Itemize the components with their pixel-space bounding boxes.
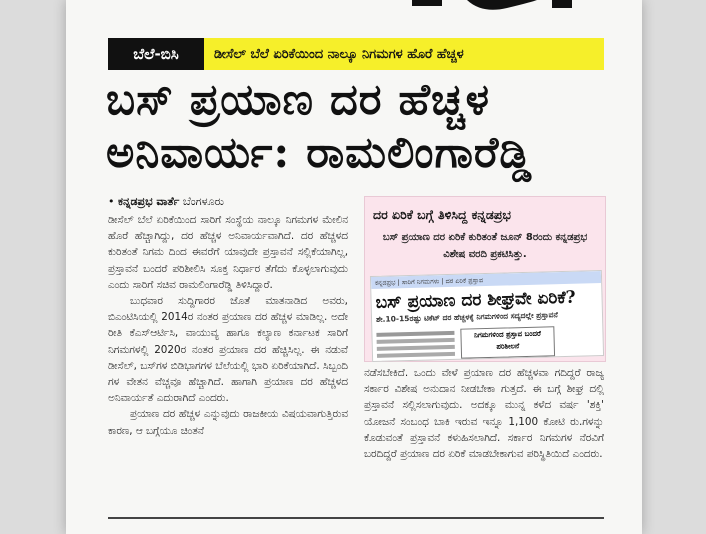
- byline-place: ಬೆಂಗಳೂರು: [182, 195, 224, 208]
- newspaper-clipping: [370, 270, 604, 362]
- clipping-headline: ಬಸ್ ಪ್ರಯಾಣ ದರ ಶೀಘ್ರವೇ ಏರಿಕೆ?: [375, 287, 576, 313]
- promo-box: [364, 196, 606, 362]
- byline-source: ಕನ್ನಡಪ್ರಭ ವಾರ್ತೆ: [118, 195, 180, 208]
- clipping-subheadline: ಶೇ.10-15ರಷ್ಟು ಟಿಕೆಟ್ ದರ ಹೆಚ್ಚಳಕ್ಕೆ ನಿಗಮಗಳಿಂದ ಸದ್ಯದಲ್ಲೇ ಪ್ರಸ್ತಾವನೆ: [375, 310, 559, 324]
- byline-bullet: •: [108, 195, 115, 208]
- clipping-box: ನಿಗಮಗಳಿಂದ ಪ್ರಸ್ತಾವ ಬಂದರೆ ಪರಿಶೀಲನೆ: [460, 326, 555, 358]
- byline: [108, 195, 224, 209]
- promo-subtitle: ಬಸ್ ಪ್ರಯಾಣ ದರ ಏರಿಕೆ ಕುರಿತಂತೆ ಜೂನ್ 8ರಂದು ಕನ್ನಡಪ್ರಭ ವಿಶೇಷ ವರದಿ ಪ್ರಕಟಿಸಿತ್ತು.: [382, 232, 588, 260]
- paragraph: ಪ್ರಯಾಣ ದರ ಹೆಚ್ಚಳ ಎನ್ನುವುದು ರಾಜಕೀಯ ವಿಷಯವಾಗುತ್ತಿರುವ ಕಾರಣ, ಆ ಬಗ್ಗೆಯೂ ಚಿಂತನೆ: [108, 408, 348, 437]
- bottom-rule: [108, 517, 604, 519]
- article-column-1: [108, 212, 348, 518]
- kicker-banner: [108, 38, 604, 70]
- clipping-strip: ಕನ್ನಡಪ್ರಭ | ಸಾರಿಗೆ ನಿಗಮಗಳು | ದರ ಏರಿಕೆ ಪ್ರಸ್ತಾವ: [371, 271, 601, 289]
- promo-title: ದರ ಏರಿಕೆ ಬಗ್ಗೆ ತಿಳಿಸಿದ್ದ ಕನ್ನಡಪ್ರಭ: [373, 207, 511, 222]
- headline: [106, 74, 606, 180]
- newspaper-page: [66, 0, 642, 534]
- article-column-2: [364, 365, 604, 505]
- top-page-fragment: [412, 0, 582, 10]
- clipping-text-lines: [376, 331, 454, 337]
- kicker-tag: ಬೆಲೆ-ಬಿಸಿ: [108, 38, 204, 70]
- headline-line-1: ಬಸ್ ಪ್ರಯಾಣ ದರ ಹೆಚ್ಚಳ: [106, 75, 490, 125]
- paragraph: ನಡೆಸಬೇಕಿದೆ. ಒಂದು ವೇಳೆ ಪ್ರಯಾಣ ದರ ಹೆಚ್ಚಳವಾ ಗದಿದ್ದರೆ ರಾಜ್ಯ ಸರ್ಕಾರ ವಿಶೇಷ ಅನುದಾನ ನೀಡಬೇಕಾ ಗುತ್ತದೆ. ಈ ಬಗ್ಗೆ ಶೀಘ್ರ ದಲ್ಲಿ ಪ್ರಸ್ತಾವನೆ ಸಲ್ಲಿಸಲಾಗುವುದು. ಅದಕ್ಕೂ ಮುನ್ನ ಕಳೆದ ವರ್ಷ 'ಶಕ್ತಿ' ಯೋಜನೆ ಸಂಬಂಧ ಬಾಕಿ ಇರುವ ಇನ್ನೂ 1,100 ಕೋಟಿ ರು.ಗಳನ್ನು ಕೊಡುವಂತೆ ಪ್ರಸ್ತಾವನೆ ಕಳುಹಿಸಲಾಗಿದೆ. ಸರ್ಕಾರ ನಿಗಮಗಳ ನೆರವಿಗೆ ಬರದಿದ್ದರೆ ಪ್ರಯಾಣ ದರ ಏರಿಕೆ ಮಾಡಬೇಕಾಗುವ ಪರಿಸ್ಥಿತಿಯಿದೆ ಎಂದರು.: [364, 367, 604, 461]
- kicker-text: ಡೀಸೆಲ್ ಬೆಲೆ ಏರಿಕೆಯಿಂದ ನಾಲ್ಕೂ ನಿಗಮಗಳ ಹೊರೆ ಹೆಚ್ಚಳ: [204, 38, 604, 70]
- paragraph: ಡೀಸೆಲ್ ಬೆಲೆ ಏರಿಕೆಯಿಂದ ಸಾರಿಗೆ ಸಂಸ್ಥೆಯ ನಾಲ್ಕೂ ನಿಗಮಗಳ ಮೇಲಿನ ಹೊರೆ ಹೆಚ್ಚಾಗಿದ್ದು, ದರ ಹೆಚ್ಚಳ ಅನಿವಾರ್ಯವಾಗಿದೆ. ದರ ಹೆಚ್ಚಳದ ಕುರಿತಂತೆ ನಿಗಮ ದಿಂದ ಈವರೆಗೆ ಯಾವುದೇ ಪ್ರಸ್ತಾವನೆ ಸಲ್ಲಿಕೆಯಾಗಿಲ್ಲ, ಪ್ರಸ್ತಾವನೆ ಬಂದರೆ ಪರಿಶೀಲಿಸಿ ಸೂಕ್ತ ನಿರ್ಧಾರ ತೆಗೆದು ಕೊಳ್ಳಲಾಗುವುದು ಎಂದು ಸಾರಿಗೆ ಸಚಿವ ರಾಮಲಿಂಗಾರೆಡ್ಡಿ ತಿಳಿಸಿದ್ದಾರೆ.: [108, 214, 348, 291]
- paragraph: ಬುಧವಾರ ಸುದ್ದಿಗಾರರ ಜೊತೆ ಮಾತನಾಡಿದ ಅವರು, ಬಿಎಂಟಿಸಿಯಲ್ಲಿ 2014ರ ನಂತರ ಪ್ರಯಾಣ ದರ ಹೆಚ್ಚಳ ಮಾಡಿಲ್ಲ. ಅದೇ ರೀತಿ ಕೆಎಸ್ಆರ್ಟಿಸಿ, ವಾಯುವ್ಯ ಹಾಗೂ ಕಲ್ಯಾಣ ಕರ್ನಾಟಕ ಸಾರಿಗೆ ನಿಗಮಗಳಲ್ಲಿ 2020ರ ನಂತರ ಪ್ರಯಾಣ ದರ ಹೆಚ್ಚಿಸಿಲ್ಲ. ಈ ನಡುವೆ ಡೀಸೆಲ್, ಬಸ್‌ಗಳ ಬಿಡಿಭಾಗಗಳ ಬೆಲೆಯಲ್ಲಿ ಭಾರಿ ಏರಿಕೆಯಾಗಿದೆ. ಸಿಬ್ಬಂದಿ ಗಳ ವೇತನ ವೆಚ್ಚವೂ ಹೆಚ್ಚಾಗಿದೆ. ಹಾಗಾಗಿ ಪ್ರಯಾಣ ದರ ಹೆಚ್ಚಳದ ಅನಿವಾರ್ಯತೆ ಎದುರಾಗಿದೆ ಎಂದರು.: [108, 295, 348, 405]
- headline-line-2: ಅನಿವಾರ್ಯ: ರಾಮಲಿಂಗಾರೆಡ್ಡಿ: [106, 128, 533, 178]
